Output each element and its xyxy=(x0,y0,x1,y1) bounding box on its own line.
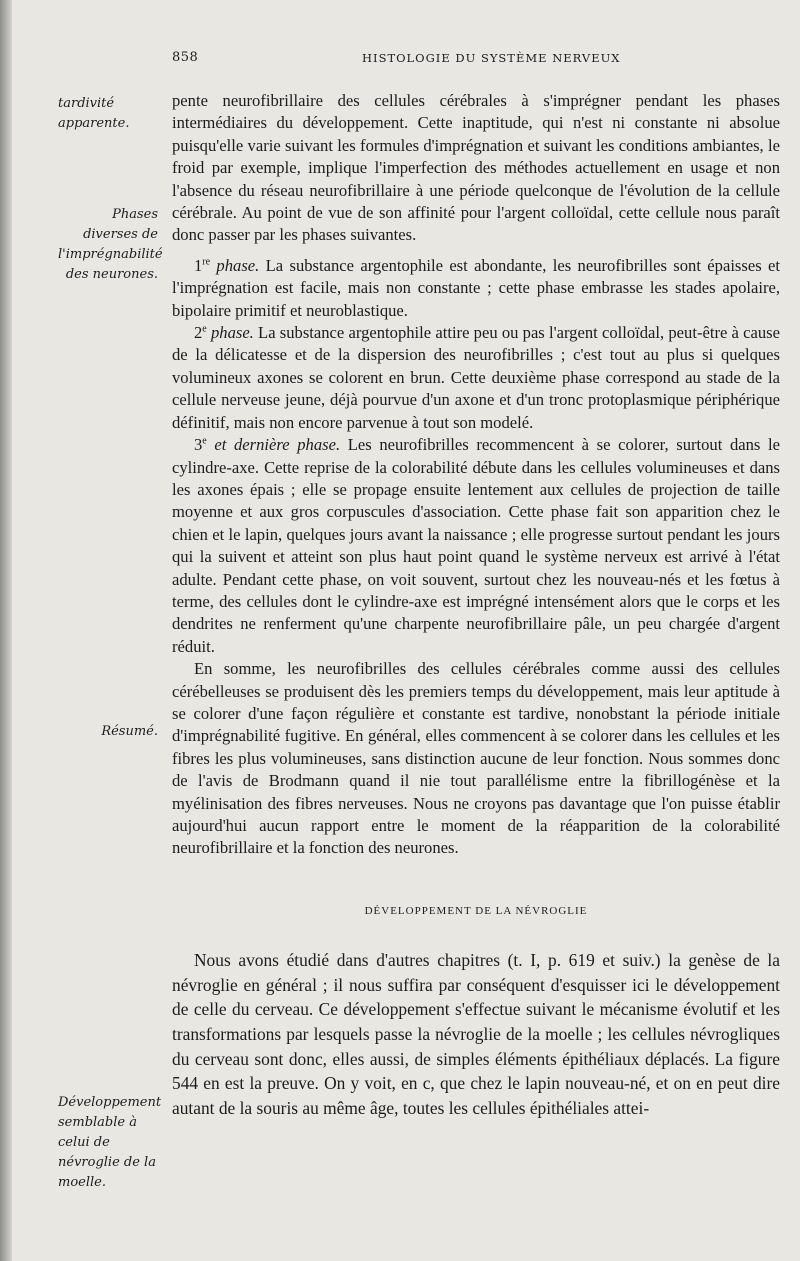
phase-text: La substance argentophile attire peu ou pas l'argent colloïdal, peut-être à cause de la délicatesse et de la dispersion des neurofibrilles ; c'est tout au plus si quelques volumineux axones se colorent en brun. Cette deuxième phase correspond au stade de la cellule nerveuse jeune, déjà pourvue d'un axone et d'un tronc protoplasmique périphérique définitif, mais non encore parvenue à tout son modelé. xyxy=(172,323,780,432)
margin-note-developpement: Développement semblable à celui de névroglie de la moelle. xyxy=(58,1095,162,1190)
paragraph-phase-2 xyxy=(172,322,780,434)
phase-ordinal: e xyxy=(202,323,207,335)
running-head: HISTOLOGIE DU SYSTÈME NERVEUX xyxy=(362,51,621,65)
phase-label: phase. xyxy=(216,255,260,275)
phase-text: Les neurofibrilles recommencent à se colorer, surtout dans le cylindre-axe. Cette reprise de la colorabilité débute dans les cellules volumineuses et dans les axones épais ; elle se propage ensuite lentement aux cellules de projection de taille moyenne et aux gros corpuscules d'association. Cette phase fait son apparition chez le chien et le lapin, quelques jours avant la naissance ; elle progresse surtout pendant les jours qui la suivent et atteint son plus haut point quand le système nerveux est arrivé à l'état adulte. Pendant cette phase, on voit souvent, surtout chez les nouveau-nés et les fœtus à terme, des cellules dont le cylindre-axe est imprégné intensément alors que le corps et les dendrites ne renferment qu'une charpente neurofibrillaire pâle, un peu chargée d'argent réduit. xyxy=(172,435,781,656)
phase-number: 2 xyxy=(194,323,203,343)
margin-note-resume: Résumé. xyxy=(101,724,158,739)
phase-label: phase. xyxy=(210,323,254,343)
body-text xyxy=(172,90,780,1120)
paragraph-phase-1 xyxy=(172,255,780,322)
paragraph-phase-3 xyxy=(172,434,780,658)
binding-shadow xyxy=(0,0,12,1261)
paragraph-nevroglie: Nous avons étudié dans d'autres chapitres (t. I, p. 619 et suiv.) la genèse de la névroglie en général ; il nous suffira par conséquent d'esquisser ici le développement de celle du cerveau. Ce développement s'effectue suivant le mécanisme évolutif et les transformations par lesquels passe la névroglie de la moelle ; les cellules névrogliques du cerveau sont donc, elles aussi, de simples éléments épithéliaux déplacés. La figure 544 en est la preuve. On y voit, en c, que chez le lapin nouveau-né, et on en peut dire autant de la souris au même âge, toutes les cellules épithéliales attei- xyxy=(172,950,780,1118)
phase-number: 3 xyxy=(194,435,203,455)
paragraph: pente neurofibrillaire des cellules cérébrales à s'imprégner pendant les phases intermédiaires du développement. Cette inaptitude, qui n'est ni constante ni absolue puisqu'elle varie suivant les formules d'imprégnation et suivant les conditions ambiantes, le froid par exemple, implique l'imperfection des méthodes actuellement en usage et non l'absence du réseau neurofibrillaire à une période quelconque de l'évolution de la cellule cérébrale. Au point de vue de son affinité pour l'argent colloïdal, cette cellule nous paraît donc passer par les phases suivantes. xyxy=(172,91,780,245)
phase-text: La substance argentophile est abondante, les neurofibrilles sont épaisses et l'imprégnation est facile, mais non constante ; cette phase embrasse les stades apolaire, bipolaire primitif et neuroblastique. xyxy=(172,255,780,320)
margin-note-phases: Phases diverses de l'imprégnabilité des neurones. xyxy=(58,207,163,282)
phase-ordinal: re xyxy=(202,256,211,268)
phase-ordinal: e xyxy=(202,435,207,447)
phase-label: et dernière phase. xyxy=(214,435,341,455)
page-header xyxy=(172,50,712,70)
margin-note-tardivite: tardivité apparente. xyxy=(58,96,130,131)
paragraph-summary: En somme, les neurofibrilles des cellules cérébrales comme aussi des cellules cérébelleuses se produisent dès les premiers temps du développement, mais leur aptitude à se colorer d'une façon régulière et constante est tardive, nonobstant la période initiale d'imprégnabilité fugitive. En général, elles commencent à se colorer dans les cellules et les fibres les plus volumineuses, sans distinction aucune de leur fonction. Nous sommes donc de l'avis de Brodmann quand il nie tout parallélisme entre la fibrillogénèse et la myélinisation des fibres nerveuses. Nous ne croyons pas davantage que l'on puisse établir aujourd'hui aucun rapport entre le moment de la réapparition de la colorabilité neurofibrillaire et la fonction des neurones. xyxy=(172,659,780,858)
phase-number: 1 xyxy=(194,255,203,275)
section-title: DÉVELOPPEMENT DE LA NÉVROGLIE xyxy=(364,904,588,917)
page-number: 858 xyxy=(172,50,199,65)
